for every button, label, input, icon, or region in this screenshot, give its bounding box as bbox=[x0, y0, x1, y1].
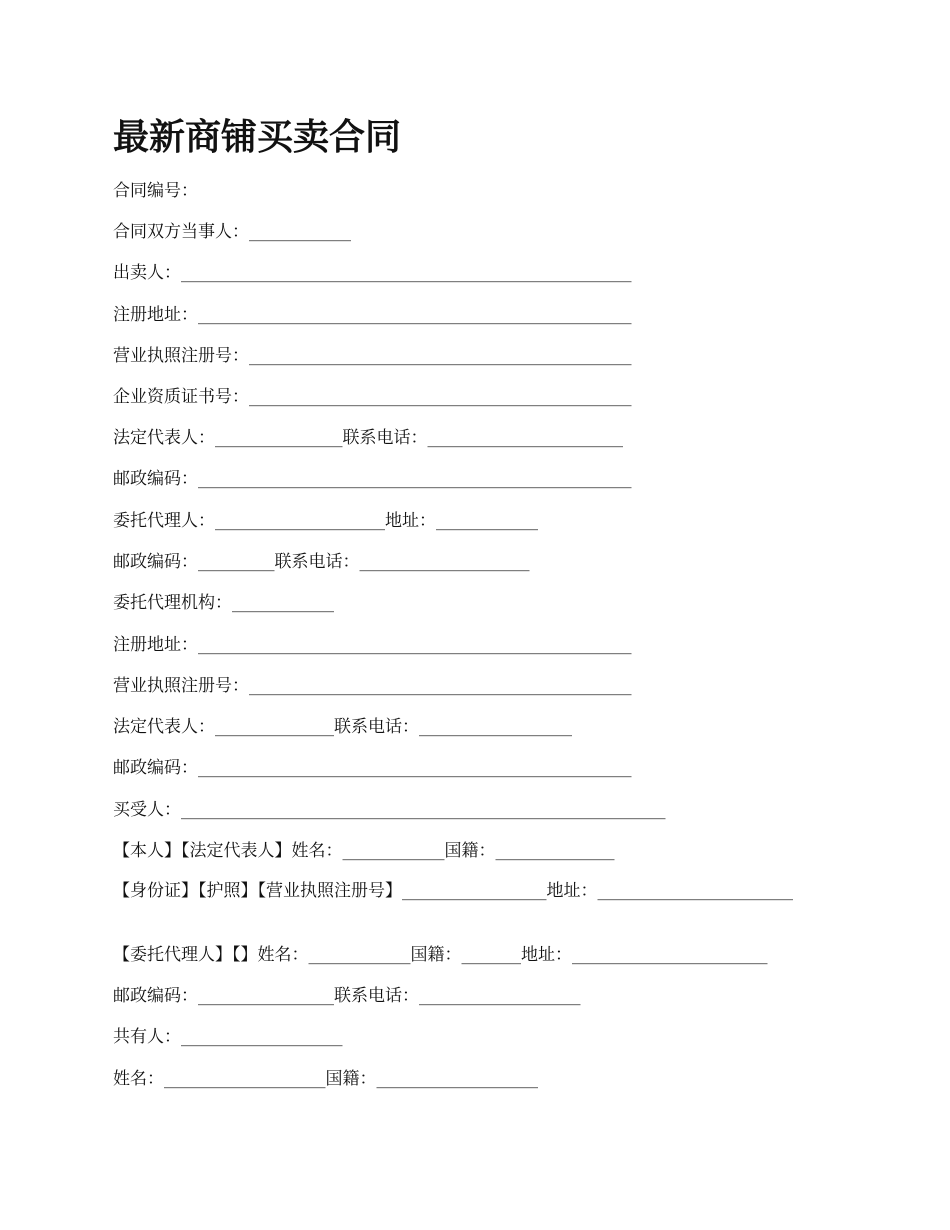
agency-line: 委托代理机构：____________ bbox=[113, 593, 334, 613]
seller-agent-postcode-line: 邮政编码：_________联系电话：____________________ bbox=[113, 552, 530, 572]
seller-postcode-line: 邮政编码：___________________________________________________ bbox=[113, 469, 632, 489]
seller-line: 出卖人：_____________________________________________________ bbox=[113, 263, 632, 283]
agency-address-line: 注册地址：___________________________________________________ bbox=[113, 635, 632, 655]
buyer-postcode-line: 邮政编码：________________联系电话：___________________ bbox=[113, 986, 581, 1006]
contract-number-line: 合同编号： bbox=[113, 181, 198, 201]
parties-line: 合同双方当事人：____________ bbox=[113, 222, 351, 242]
seller-address-line: 注册地址：___________________________________________________ bbox=[113, 305, 632, 325]
document-title: 最新商铺买卖合同 bbox=[113, 116, 402, 158]
buyer-line: 买受人：_________________________________________________________ bbox=[113, 800, 666, 820]
buyer-name-line: 【本人】【法定代表人】姓名：____________国籍：______________ bbox=[113, 841, 615, 861]
seller-agent-line: 委托代理人：____________________地址：____________ bbox=[113, 511, 538, 531]
buyer-id-line: 【身份证】【护照】【营业执照注册号】_________________地址：_______________________ bbox=[113, 881, 793, 901]
seller-qualification-line: 企业资质证书号：_____________________________________________ bbox=[113, 387, 632, 407]
agency-postcode-line: 邮政编码：___________________________________________________ bbox=[113, 758, 632, 778]
seller-legal-rep-line: 法定代表人：_______________联系电话：_______________________ bbox=[113, 428, 623, 448]
buyer-agent-line: 【委托代理人】【】姓名：____________国籍：_______地址：_______________________ bbox=[113, 945, 768, 965]
co-owner-line: 共有人：___________________ bbox=[113, 1027, 343, 1047]
agency-legal-rep-line: 法定代表人：______________联系电话：__________________ bbox=[113, 717, 572, 737]
agency-license-line: 营业执照注册号：_____________________________________________ bbox=[113, 676, 632, 696]
seller-license-line: 营业执照注册号：_____________________________________________ bbox=[113, 346, 632, 366]
co-owner-name-line: 姓名：___________________国籍：___________________ bbox=[113, 1069, 538, 1089]
